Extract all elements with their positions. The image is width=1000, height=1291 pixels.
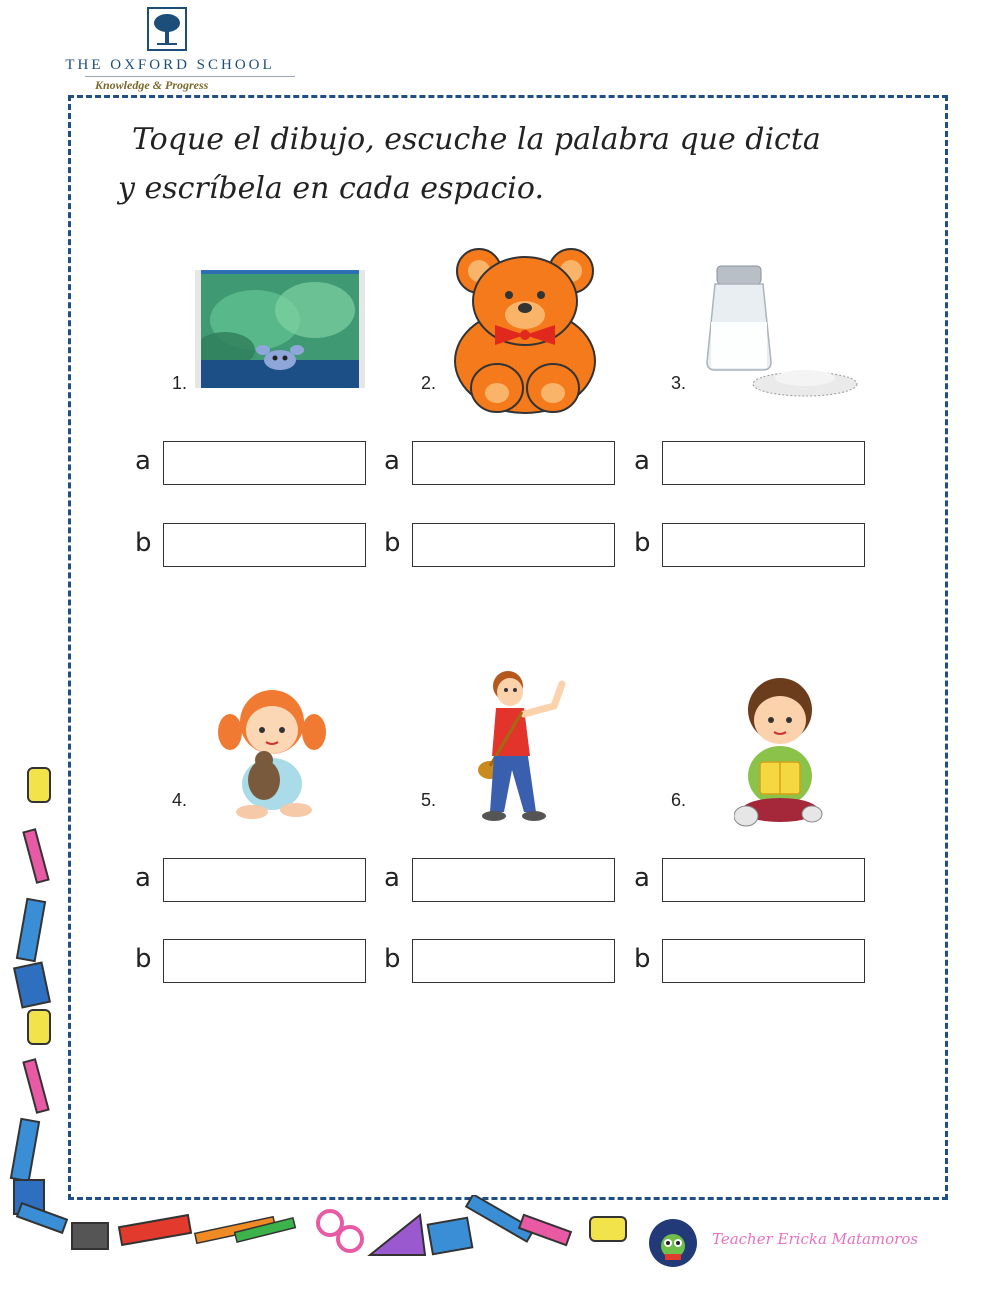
- answer-input-1b[interactable]: [163, 523, 366, 567]
- answer-input-6b[interactable]: [662, 939, 865, 983]
- row-label-b: b: [135, 944, 152, 974]
- school-logo: [55, 5, 285, 90]
- answer-input-4a[interactable]: [163, 858, 366, 902]
- teacher-badge-icon: [648, 1218, 698, 1268]
- row-label-a: a: [634, 863, 650, 893]
- waving-boy-picture[interactable]: [478, 666, 574, 826]
- school-supplies-decoration-left: [0, 760, 70, 1220]
- school-name: THE OXFORD SCHOOL: [65, 57, 275, 73]
- school-supplies-decoration-bottom: [0, 1195, 640, 1291]
- boy-reading-picture[interactable]: [734, 676, 824, 832]
- row-label-b: b: [634, 528, 651, 558]
- row-label-a: a: [384, 863, 400, 893]
- answer-input-5a[interactable]: [412, 858, 615, 902]
- girl-with-teddy-picture[interactable]: [218, 688, 326, 820]
- window-creature-picture[interactable]: [195, 270, 365, 388]
- item-number-3: 3.: [671, 373, 687, 393]
- item-number-5: 5.: [421, 790, 437, 810]
- answer-input-3a[interactable]: [662, 441, 865, 485]
- row-label-a: a: [135, 446, 151, 476]
- row-label-a: a: [135, 863, 151, 893]
- row-label-b: b: [634, 944, 651, 974]
- answer-input-2b[interactable]: [412, 523, 615, 567]
- school-tagline: Knowledge & Progress: [85, 76, 295, 93]
- answer-input-2a[interactable]: [412, 441, 615, 485]
- answer-input-6a[interactable]: [662, 858, 865, 902]
- answer-input-1a[interactable]: [163, 441, 366, 485]
- teacher-credit: Teacher Ericka Matamoros: [712, 1230, 919, 1248]
- row-label-b: b: [135, 528, 152, 558]
- answer-input-3b[interactable]: [662, 523, 865, 567]
- row-label-b: b: [384, 528, 401, 558]
- instructions-line-1: Toque el dibujo, escuche la palabra que dicta: [132, 122, 821, 157]
- item-number-2: 2.: [421, 373, 437, 393]
- row-label-a: a: [384, 446, 400, 476]
- instructions: [118, 115, 908, 213]
- row-label-b: b: [384, 944, 401, 974]
- item-number-1: 1.: [172, 373, 188, 393]
- item-number-6: 6.: [671, 790, 687, 810]
- tree-crest-icon: [147, 7, 187, 51]
- row-label-a: a: [634, 446, 650, 476]
- teddy-bear-picture[interactable]: [445, 243, 605, 415]
- answer-input-4b[interactable]: [163, 939, 366, 983]
- answer-input-5b[interactable]: [412, 939, 615, 983]
- salt-shaker-picture[interactable]: [705, 262, 860, 404]
- item-number-4: 4.: [172, 790, 188, 810]
- instructions-line-2: y escríbela en cada espacio.: [118, 171, 544, 206]
